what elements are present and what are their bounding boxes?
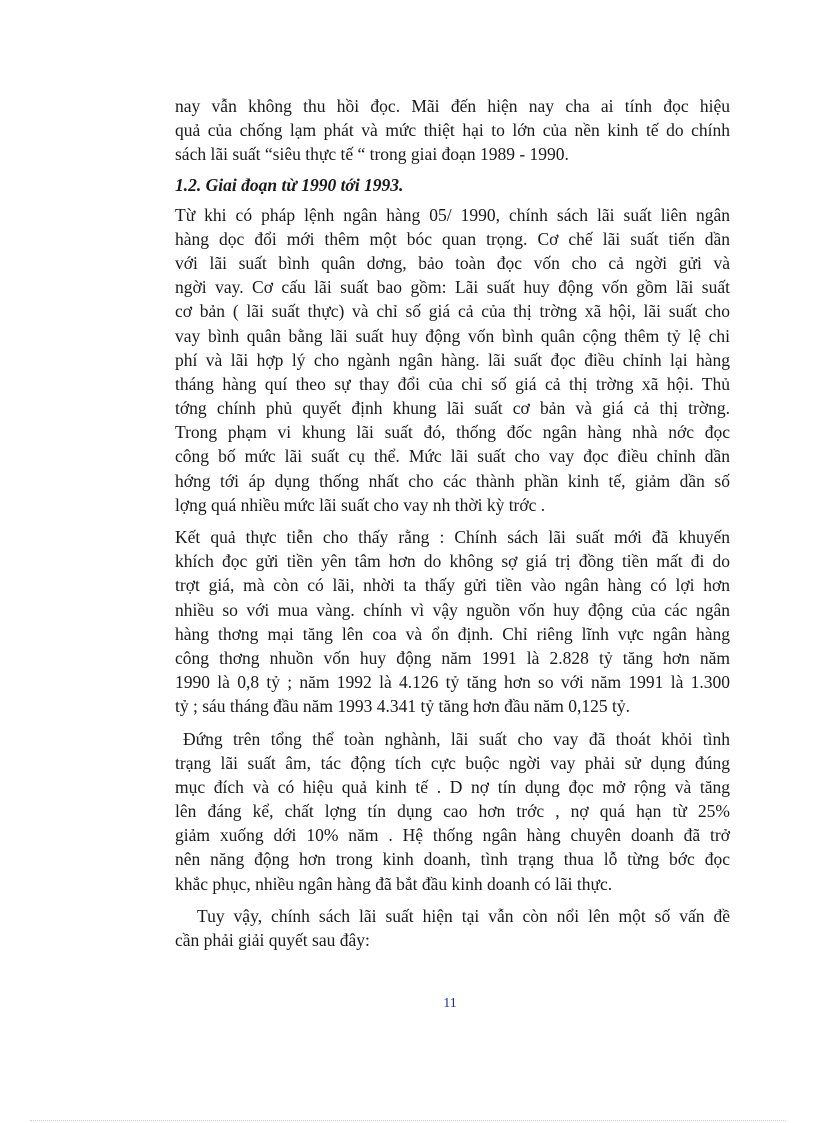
text-line: Từ khi có pháp lệnh ngân hàng 05/ 1990, chính sách lãi suất liên ngân [175, 204, 730, 225]
text-line: mục đích và có hiệu quả kinh tế . D nợ tín dụng đọc mở rộng và tăng [175, 776, 730, 797]
text-line: phí và lãi hợp lý cho ngành ngân hàng. lãi suất đọc điều chỉnh lại hàng [175, 349, 730, 370]
text-line: 1990 là 0,8 tỷ ; năm 1992 là 4.126 tỷ tăng hơn so với năm 1991 là 1.300 [175, 672, 730, 693]
paragraph-3 [175, 525, 730, 719]
text-line: hàng dọc đổi mới thêm một bóc quan trọng. Cơ chế lãi suất tiến dần [175, 228, 730, 249]
paragraph-5 [175, 904, 730, 952]
paragraph-4 [175, 727, 730, 896]
paragraph-2 [175, 203, 730, 517]
text-line: lợng quá nhiều mức lãi suất cho vay nh thời kỳ trớc . [175, 494, 546, 515]
text-line: Tuy vậy, chính sách lãi suất hiện tại vẫn còn nổi lên một số vấn đề [197, 905, 730, 926]
paragraph-gap [175, 719, 730, 727]
text-line: cơ bản ( lãi suất thực) và chỉ số giá cả của thị trờng xã hội, lãi suất cho [175, 301, 730, 322]
text-line: ngời vay. Cơ cấu lãi suất bao gồm: Lãi suất huy động vốn gồm lãi suất [175, 277, 730, 298]
page-body [175, 94, 730, 952]
text-line: sách lãi suất “siêu thực tế “ trong giai đoạn 1989 - 1990. [175, 144, 569, 165]
text-line: lên đáng kể, chất lợng tín dụng cao hơn trớc , nợ quá hạn từ 25% [175, 801, 730, 822]
text-line: Kết quả thực tiễn cho thấy rằng : Chính sách lãi suất mới đã khuyến [175, 527, 730, 547]
text-line: cần phải giải quyết sau đây: [175, 930, 370, 950]
text-line: vay bình quân bằng lãi suất huy động vốn bình quân cộng thêm tỷ lệ chi [175, 325, 730, 346]
text-line: với lãi suất bình quân dơng, bảo toàn đọc vốn cho cả ngời gửi và [175, 252, 730, 273]
text-line: trạng lãi suất âm, tác động tích cực buộc ngời vay phải sử dụng đúng [175, 752, 730, 773]
paragraph-gap [175, 517, 730, 525]
text-line: khích đọc gửi tiền yên tâm hơn do không sợ giá trị đồng tiền mất đi do [175, 551, 730, 572]
section-heading: 1.2. Giai đoạn từ 1990 tới 1993. [175, 174, 404, 195]
text-line: tỷ ; sáu tháng đầu năm 1993 4.341 tỷ tăng hơn đầu năm 0,125 tỷ. [175, 696, 630, 717]
text-line: tháng hàng quí theo sự thay đổi của chỉ số giá cả thị trờng xã hội. Thủ [175, 373, 730, 394]
text-line: khắc phục, nhiều ngân hàng đã bắt đầu kinh doanh có lãi thực. [175, 873, 613, 894]
text-line: tớng chính phủ quyết định khung lãi suất cơ bản và giá cả thị trờng. [175, 398, 730, 419]
text-line: giảm xuống dới 10% năm . Hệ thống ngân hàng chuyên doanh đã trở [175, 825, 730, 846]
text-line: nên năng động hơn trong kinh doanh, tình trạng thua lỗ từng bớc đọc [175, 849, 730, 870]
text-line: nhiều so với mua vàng. chính vì vậy nguồn vốn huy động của các ngân [175, 599, 730, 620]
text-line: quả của chống lạm phát và mức thiệt hại to lớn của nền kinh tế do chính [175, 120, 730, 141]
text-line: nay vẫn không thu hồi đọc. Mãi đến hiện nay cha ai tính đọc hiệu [175, 96, 730, 116]
paragraph-1 [175, 94, 730, 167]
text-line: công thơng nhuồn vốn huy động năm 1991 là 2.828 tỷ tăng hơn năm [175, 647, 730, 668]
paragraph-gap [175, 896, 730, 904]
text-line: Trong phạm vi khung lãi suất đó, thống đốc ngân hàng nhà nớc đọc [175, 422, 730, 443]
text-line: hàng thơng mại tăng lên coa và ổn định. Chỉ riêng lĩnh vực ngân hàng [175, 623, 730, 644]
page-bottom-border [30, 1120, 786, 1121]
text-line: Đứng trên tổng thể toàn nghành, lãi suất cho vay đã thoát khỏi tình [183, 728, 730, 749]
text-line: hớng tới áp dụng thống nhất cho các thành phần kinh tế, giảm dần số [175, 470, 730, 491]
text-line: trợt giá, mà còn có lãi, nhời ta thấy gửi tiền vào ngân hàng có lợi hơn [175, 575, 730, 596]
page-number: 11 [443, 996, 457, 1011]
text-line: công bố mức lãi suất cụ thể. Mức lãi suất cho vay đọc điều chỉnh dần [175, 446, 730, 467]
